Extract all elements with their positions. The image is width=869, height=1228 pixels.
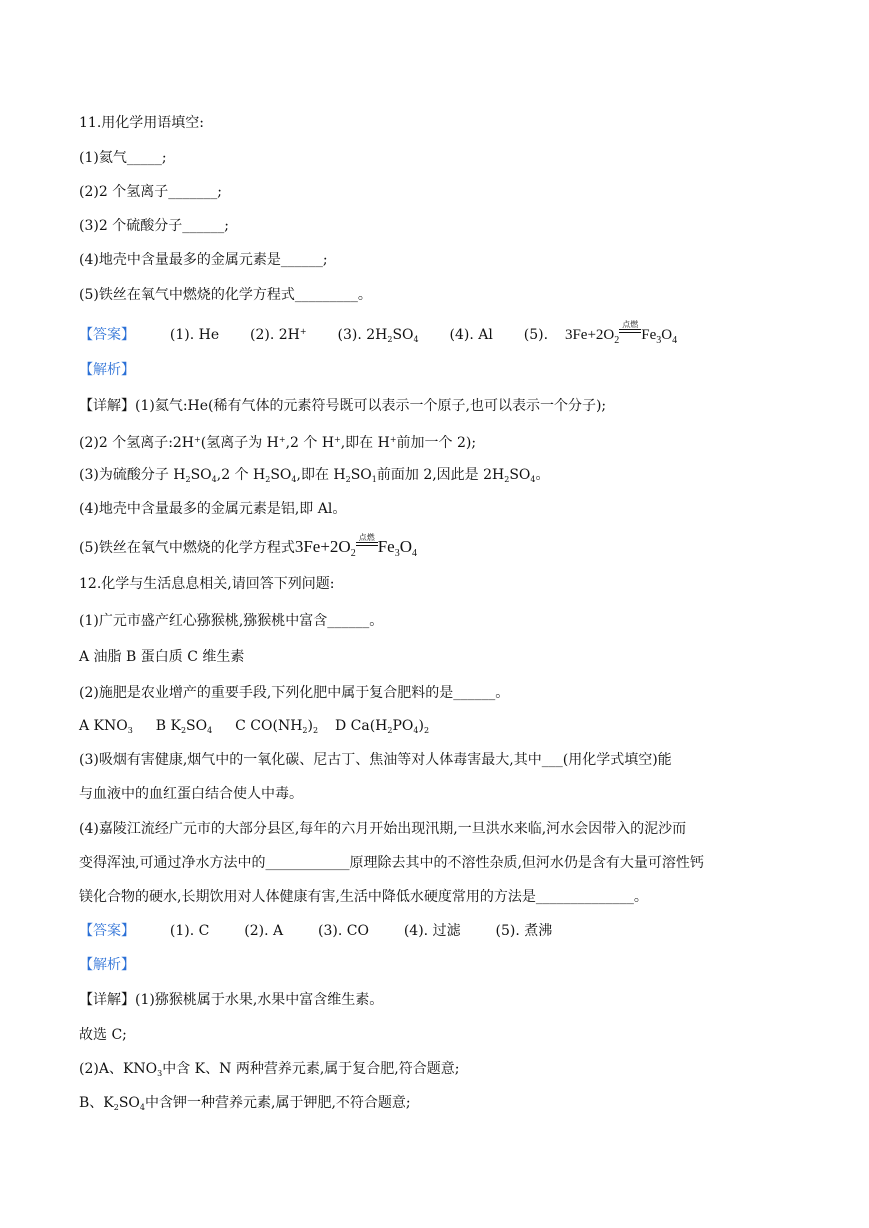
q12-detail-3: (2)A、$KNO_3$中含 K、N 两种营养元素,属于复合肥,符合题意; [79,1061,460,1078]
q12-answer-4: (4). 过滤 [403,923,461,939]
q12-analysis-tag: 【解析】 [79,957,135,973]
answer-tag: 【答案】 [79,923,135,939]
q11-detail-1: 【详解】(1)氦气:He(稀有气体的元素符号既可以表示一个原子,也可以表示一个分子); [79,398,607,414]
q12-item-3-line-2: 与血液中的血红蛋白结合使人中毒。 [79,786,303,802]
q11-answer-5: (5). [523,327,549,343]
q11-answer-1: (1). He [169,327,220,343]
q12-item-4-line-1: (4)嘉陵江流经广元市的大部分县区,每年的六月开始出现汛期,一旦洪水来临,河水会因带入的泥沙而 [79,821,687,837]
q11-answer [79,322,677,351]
q11-item-1: (1)氦气_____; [79,150,167,166]
q12-item-4-line-2: 变得浑浊,可通过净水方法中的____________原理除去其中的不溶性杂质,但河水仍是含有大量可溶性钙 [79,855,704,871]
q11-answer-2: (2). 2H+ [250,327,307,343]
q12-item-3-line-1: (3)吸烟有害健康,烟气中的一氧化碳、尼古丁、焦油等对人体毒害最大,其中___(用化学式填空)能 [79,752,672,768]
q12-options-2: A $KNO_3$ B $K_2SO_4$ C $CO(NH_2)_2$ D $Ca(H_2PO_4)_2$ [79,718,430,735]
q12-answer [79,921,552,941]
q11-detail-3: (3)为硫酸分子 $H_2SO_4,2$ 个 $H_2SO_4$,即在 $H_2SO_1$前面加 2,因此是 $2H_2SO_4$。 [79,467,550,484]
q12-detail-4: B、$K_2SO_4$中含钾一种营养元素,属于钾肥,不符合题意; [79,1095,411,1112]
q12-title: 12.化学与生活息息相关,请回答下列问题: [79,576,335,592]
q11-item-5: (5)铁丝在氧气中燃烧的化学方程式_________。 [79,287,372,303]
q12-options-1: A 油脂 B 蛋白质 C 维生素 [79,649,245,665]
q11-detail-4: (4)地壳中含量最多的金属元素是铝,即 Al。 [79,501,347,517]
q12-answer-1: (1). C [169,923,210,939]
q11-answer-equation: $3Fe+2O_2$ 点燃 $Fe_3O_4$ [564,320,678,346]
reaction-condition: 点燃 [356,536,378,550]
q11-item-3: (3)2 个硫酸分子______; [79,218,229,234]
q11-answer-4: (4). Al [449,327,493,343]
q12-answer-3: (3). CO [318,923,369,939]
q12-answer-2: (2). A [244,923,284,939]
q11-detail-2: (2)2 个氢离子:2H+(氢离子为 H+,2 个 H+,即在 H+前加一个 2); [79,435,477,451]
reaction-condition: 点燃 [619,323,641,337]
answer-tag: 【答案】 [79,327,135,343]
q11-title: 11.用化学用语填空: [79,115,204,131]
q11-item-4: (4)地壳中含量最多的金属元素是______; [79,252,328,268]
q11-detail-equation: $3Fe+2O_2$ 点燃 $Fe_3O_4$ [294,533,417,559]
q11-item-2: (2)2 个氢离子_______; [79,184,222,200]
q12-item-2: (2)施肥是农业增产的重要手段,下列化肥中属于复合肥料的是______。 [79,685,510,701]
q12-item-1: (1)广元市盛产红心猕猴桃,猕猴桃中富含______。 [79,613,384,629]
q11-detail-5: (5)铁丝在氧气中燃烧的化学方程式$3Fe+2O_2$ 点燃 $Fe_3O_4$ [79,533,417,559]
q12-answer-5: (5). 煮沸 [495,923,553,939]
q11-analysis-tag: 【解析】 [79,362,135,378]
q11-answer-3: (3). $2H_2SO_4$ [337,327,419,344]
q12-item-4-line-3: 镁化合物的硬水,长期饮用对人体健康有害,生活中降低水硬度常用的方法是______________。 [79,889,648,905]
q12-detail-1: 【详解】(1)猕猴桃属于水果,水果中富含维生素。 [79,992,384,1008]
q12-detail-2: 故选 C; [79,1027,127,1043]
